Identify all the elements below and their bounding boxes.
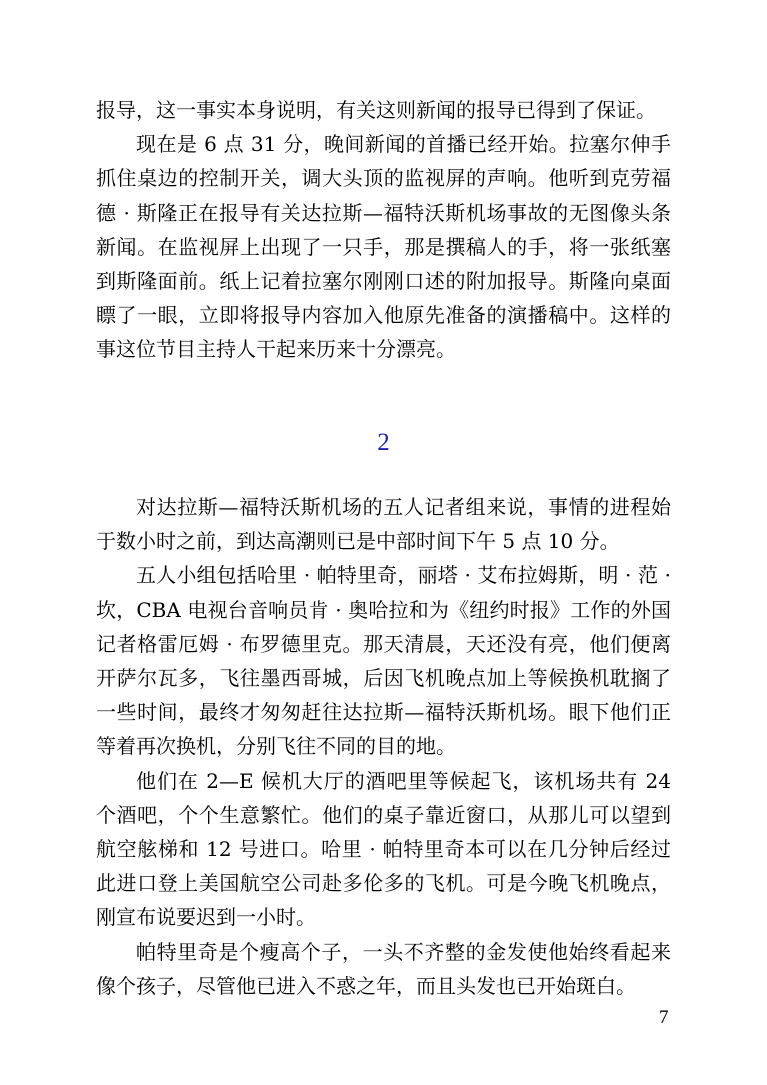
page-number: 7 <box>659 1007 669 1028</box>
paragraph: 他们在 2—E 候机大厅的酒吧里等候起飞，该机场共有 24 个酒吧，个个生意繁忙。他们的桌子靠近窗口，从那儿可以望到航空舷梯和 12 号进口。哈里 · 帕特里奇本可以在几分钟后经过此进口登上美国航空公司赴多伦多的飞机。可是今晚飞机晚点，刚宣布说要迟到一小时。 <box>96 768 671 930</box>
paragraph: 对达拉斯—福特沃斯机场的五人记者组来说，事情的进程始于数小时之前，到达高潮则已是中部时间下午 5 点 10 分。 <box>96 495 671 554</box>
chapter-number: 2 <box>377 429 390 456</box>
bottom-text-block <box>96 490 671 1003</box>
top-text-block <box>96 93 671 367</box>
paragraph: 现在是 6 点 31 分，晚间新闻的首播已经开始。拉塞尔伸手抓住桌边的控制开关，调大头顶的监视屏的声响。他听到克劳福德 · 斯隆正在报导有关达拉斯—福特沃斯机场事故的无图像头条新闻。在监视屏上出现了一只手，那是撰稿人的手，将一张纸塞到斯隆面前。纸上记着拉塞尔刚刚口述的附加报导。斯隆向桌面瞟了一眼，立即将报导内容加入他原先准备的演播稿中。这样的事这位节目主持人干起来历来十分漂亮。 <box>96 132 671 362</box>
paragraph-continuation: 报导，这一事实本身说明，有关这则新闻的报导已得到了保证。 <box>96 98 656 122</box>
paragraph: 五人小组包括哈里 · 帕特里奇，丽塔 · 艾布拉姆斯，明 · 范 · 坎，CBA 电视台音响员肯 · 奥哈拉和为《纽约时报》工作的外国记者格雷厄姆 · 布罗德里克。那天清晨，天还没有亮，他们便离开萨尔瓦多，飞往墨西哥城，后因飞机晚点加上等候换机耽搁了一些时间，最终才匆匆赶往达拉斯—福特沃斯机场。眼下他们正等着再次换机，分别飞往不同的目的地。 <box>96 563 671 759</box>
paragraph: 帕特里奇是个瘦高个子，一头不齐整的金发使他始终看起来像个孩子，尽管他已进入不惑之年，而且头发也已开始斑白。 <box>96 939 671 998</box>
